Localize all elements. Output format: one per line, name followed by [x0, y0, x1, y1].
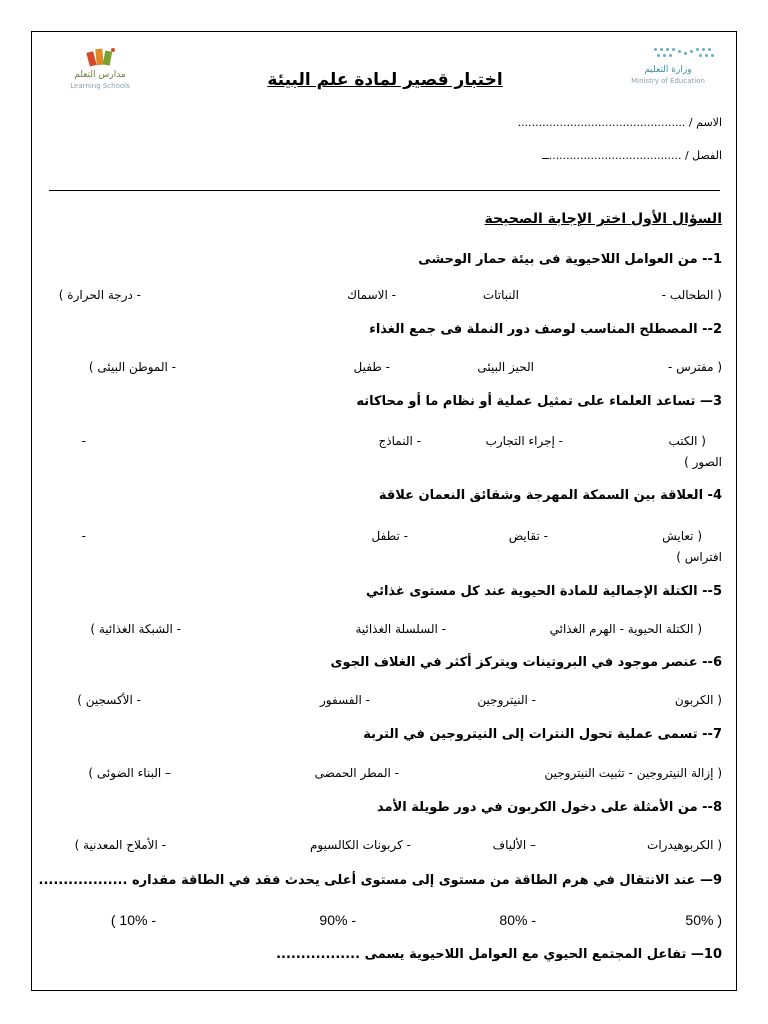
- q6-option-3[interactable]: - الفسفور: [320, 693, 370, 707]
- q1-option-4[interactable]: - درجة الحرارة ): [58, 288, 141, 302]
- q1-option-2[interactable]: النباتات: [482, 288, 519, 302]
- ministry-logo-icon: [654, 48, 716, 62]
- question-7: 7-- تسمى عملية تحول النترات إلى النيتروجين في التربة: [363, 727, 722, 742]
- question-6: 6-- عنصر موجود في البروتينات ويتركز أكثر في الغلاف الجوى: [330, 655, 722, 670]
- question-9: 9— عند الانتقال في هرم الطاقة من مستوى إلى مستوى أعلى يحدث فقد في الطاقة مقداره ..................: [38, 873, 722, 888]
- q2-option-4[interactable]: - الموطن البيئى ): [88, 360, 176, 374]
- q5-option-3[interactable]: - الشبكة الغذائية ): [90, 622, 181, 636]
- q4-option-5[interactable]: افتراس ): [676, 550, 722, 564]
- q7-option-3[interactable]: – البناء الضوئى ): [88, 766, 171, 780]
- q8-option-1[interactable]: ( الكربوهيدرات: [647, 838, 722, 852]
- q3-option-1[interactable]: ( الكتب: [668, 434, 706, 448]
- right-logo-english: Ministry of Education: [631, 77, 705, 85]
- q1-option-3[interactable]: - الاسماك: [347, 288, 396, 302]
- q6-option-2[interactable]: - النيتروجين: [477, 693, 536, 707]
- q5-option-1[interactable]: ( الكتلة الحيوية - الهرم الغذائي: [549, 622, 702, 636]
- q5-option-2[interactable]: - السلسلة الغذائية: [355, 622, 446, 636]
- left-logo-arabic: مدارس التعلم: [74, 70, 126, 80]
- q7-option-1[interactable]: ( إزالة النيتروجين - تثبيت النيتروجين: [544, 766, 722, 780]
- q2-option-2[interactable]: الحيز البيئى: [477, 360, 534, 374]
- question-5: 5-- الكتلة الإجمالية للمادة الحيوية عند كل مستوى غذائي: [365, 584, 722, 599]
- q3-option-2[interactable]: - إجراء التجارب: [485, 434, 563, 448]
- class-field[interactable]: الفصل / ......................................ــ: [542, 149, 722, 162]
- q4-option-2[interactable]: - تقايض: [508, 529, 548, 543]
- books-logo-icon: [84, 46, 118, 68]
- q7-option-2[interactable]: - المطر الحمضى: [314, 766, 399, 780]
- page-frame: [31, 31, 737, 991]
- question-2: 2-- المصطلح المناسب لوصف دور النملة فى جمع الغذاء: [369, 322, 722, 337]
- section-title: السؤال الأول اختر الإجابة الصحيحة: [484, 211, 722, 227]
- q3-option-3[interactable]: - النماذج: [378, 434, 421, 448]
- q4-option-3[interactable]: - تطفل: [371, 529, 408, 543]
- q8-option-4[interactable]: - الأملاح المعدنية ): [74, 838, 166, 852]
- question-8: 8-- من الأمثلة على دخول الكربون في دور طويلة الأمد: [377, 800, 722, 815]
- q9-option-1[interactable]: 50% ): [685, 912, 722, 928]
- q3-option-5[interactable]: الصور ): [684, 455, 722, 469]
- q8-option-3[interactable]: - كربونات الكالسيوم: [309, 838, 411, 852]
- q6-option-1[interactable]: ( الكربون: [674, 693, 722, 707]
- question-10: 10— تفاعل المجتمع الحيوي مع العوامل اللاحيوية يسمى .................: [276, 947, 722, 962]
- q4-option-4[interactable]: -: [81, 529, 86, 543]
- question-3: 3— تساعد العلماء على تمثيل عملية أو نظام ما أو محاكاته: [356, 394, 722, 409]
- name-field[interactable]: الاسم / ................................................: [517, 116, 722, 129]
- q8-option-2[interactable]: – الألياف: [492, 838, 536, 852]
- q9-option-2[interactable]: 80% -: [499, 912, 536, 928]
- page-title: اختبار قصير لمادة علم البيئة: [267, 70, 503, 90]
- q9-option-3[interactable]: 90% -: [319, 912, 356, 928]
- q2-option-3[interactable]: - طفيل: [353, 360, 390, 374]
- divider: [49, 190, 720, 191]
- q6-option-4[interactable]: - الأكسجين ): [77, 693, 141, 707]
- q9-option-4[interactable]: ( 10% -: [110, 912, 156, 928]
- left-logo-english: Learning Schools: [70, 82, 130, 90]
- question-1: 1-- من العوامل اللاحيوية فى بيئة حمار الوحشى: [418, 252, 722, 267]
- right-logo-arabic: وزارة التعليم: [644, 65, 692, 75]
- q3-option-4[interactable]: -: [81, 434, 86, 448]
- q1-option-1[interactable]: ( الطحالب -: [661, 288, 722, 302]
- q4-option-1[interactable]: ( تعايش: [662, 529, 702, 543]
- question-4: 4- العلاقة بين السمكة المهرجة وشقائق النعمان علاقة: [378, 488, 722, 503]
- q2-option-1[interactable]: ( مفترس -: [667, 360, 722, 374]
